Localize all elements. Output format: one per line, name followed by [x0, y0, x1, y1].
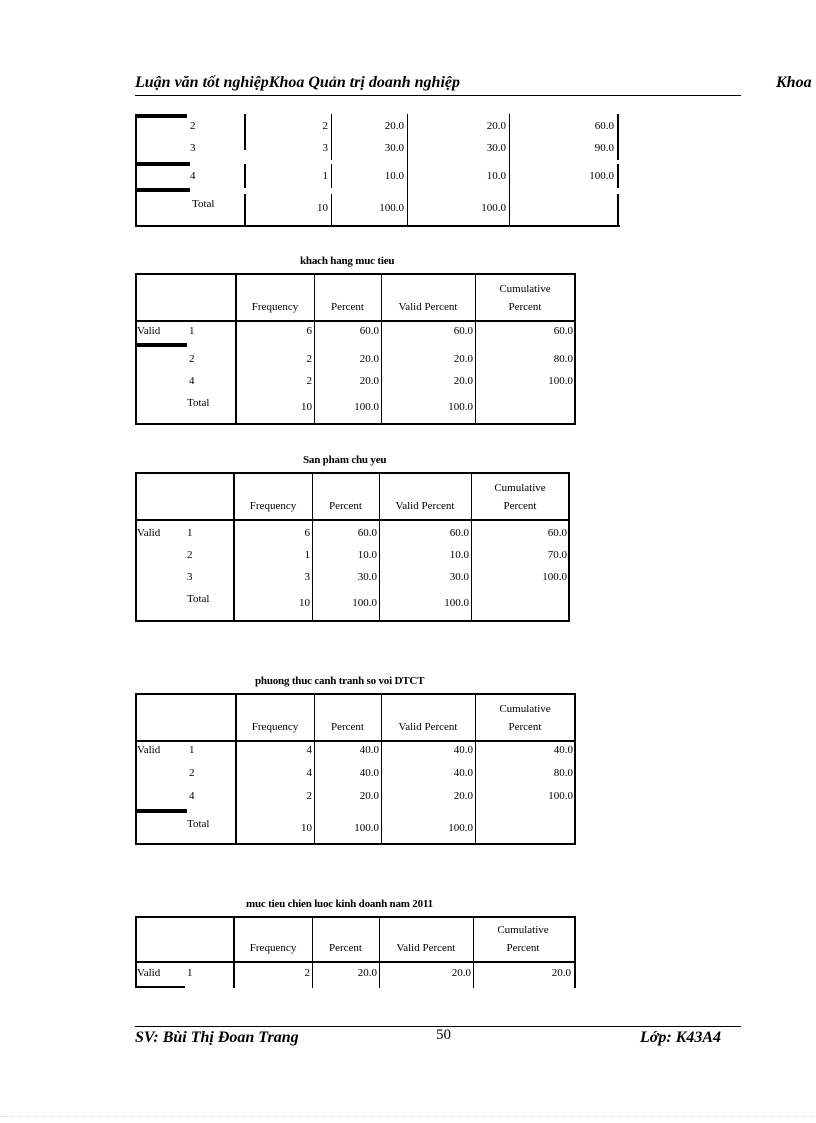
col-cumulative-2: Percent — [503, 500, 537, 512]
valid-percent-cell: 20.0 — [453, 790, 473, 802]
valid-label: Valid — [137, 967, 161, 979]
valid-label: Valid — [137, 325, 161, 337]
freq-cell: 10 — [301, 822, 312, 834]
cumulative-cell: 80.0 — [553, 353, 573, 365]
percent-cell: 20.0 — [359, 375, 379, 387]
col-cumulative: Cumulative — [494, 482, 546, 494]
row-label: 4 — [190, 170, 196, 182]
col-valid-percent: Valid Percent — [398, 721, 458, 733]
freq-cell: 4 — [306, 767, 312, 779]
percent-cell: 40.0 — [359, 767, 379, 779]
row-label-total: Total — [187, 397, 210, 409]
cumulative-cell: 100.0 — [548, 790, 573, 802]
freq-cell: 3 — [304, 571, 310, 583]
col-valid-percent: Valid Percent — [396, 942, 456, 954]
col-frequency: Frequency — [249, 500, 297, 512]
row-label: 2 — [189, 767, 195, 779]
row-label: 1 — [187, 527, 193, 539]
cumulative-cell: 60.0 — [553, 325, 573, 337]
cumulative-cell: 100.0 — [589, 170, 614, 182]
freq-cell: 3 — [322, 142, 328, 154]
table-title: San pham chu yeu — [303, 454, 387, 466]
header-rule — [135, 95, 741, 96]
frequency-table — [135, 273, 576, 425]
freq-cell: 6 — [306, 325, 312, 337]
freq-cell: 10 — [299, 597, 310, 609]
percent-cell: 100.0 — [354, 822, 379, 834]
cumulative-cell: 60.0 — [547, 527, 567, 539]
table-title: muc tieu chien luoc kinh doanh nam 2011 — [246, 898, 433, 910]
cumulative-cell: 20.0 — [551, 967, 571, 979]
cumulative-cell: 90.0 — [594, 142, 614, 154]
col-cumulative-2: Percent — [508, 721, 542, 733]
valid-percent-cell: 10.0 — [486, 170, 506, 182]
freq-cell: 10 — [317, 202, 328, 214]
row-label: 3 — [190, 142, 196, 154]
valid-percent-cell: 20.0 — [486, 120, 506, 132]
col-percent: Percent — [329, 942, 362, 954]
frequency-table — [135, 693, 576, 845]
row-label-total: Total — [192, 198, 215, 210]
col-frequency: Frequency — [251, 721, 299, 733]
col-valid-percent: Valid Percent — [395, 500, 455, 512]
percent-cell: 100.0 — [379, 202, 404, 214]
valid-percent-cell: 30.0 — [449, 571, 469, 583]
percent-cell: 20.0 — [359, 790, 379, 802]
col-percent: Percent — [331, 721, 364, 733]
freq-cell: 10 — [301, 401, 312, 413]
percent-cell: 60.0 — [359, 325, 379, 337]
valid-percent-cell: 20.0 — [451, 967, 471, 979]
freq-cell: 1 — [322, 170, 328, 182]
table-title: khach hang muc tieu — [300, 255, 395, 267]
percent-cell: 40.0 — [359, 744, 379, 756]
freq-cell: 1 — [304, 549, 310, 561]
cumulative-cell: 40.0 — [553, 744, 573, 756]
valid-percent-cell: 100.0 — [448, 822, 473, 834]
footer-student: SV: Bùi Thị Đoan Trang — [135, 1029, 299, 1046]
freq-cell: 2 — [306, 375, 312, 387]
valid-label: Valid — [137, 527, 161, 539]
footer-class: Lớp: K43A4 — [640, 1029, 722, 1046]
col-frequency: Frequency — [251, 301, 299, 313]
percent-cell: 60.0 — [357, 527, 377, 539]
col-frequency: Frequency — [249, 942, 297, 954]
table-title: phuong thuc canh tranh so voi DTCT — [255, 675, 425, 687]
valid-percent-cell: 60.0 — [453, 325, 473, 337]
valid-percent-cell: 40.0 — [453, 744, 473, 756]
valid-percent-cell: 40.0 — [453, 767, 473, 779]
valid-percent-cell: 10.0 — [449, 549, 469, 561]
row-label: 1 — [189, 325, 195, 337]
page-number: 50 — [436, 1027, 451, 1043]
percent-cell: 10.0 — [357, 549, 377, 561]
freq-cell: 4 — [306, 744, 312, 756]
col-percent: Percent — [331, 301, 364, 313]
row-label: 1 — [189, 744, 195, 756]
valid-label: Valid — [137, 744, 161, 756]
valid-percent-cell: 100.0 — [448, 401, 473, 413]
row-label: 3 — [187, 571, 193, 583]
valid-percent-cell: 100.0 — [481, 202, 506, 214]
row-label: 4 — [189, 790, 195, 802]
row-label: 2 — [187, 549, 193, 561]
col-cumulative: Cumulative — [499, 703, 551, 715]
percent-cell: 20.0 — [359, 353, 379, 365]
row-label: 1 — [187, 967, 193, 979]
freq-cell: 2 — [306, 353, 312, 365]
valid-percent-cell: 30.0 — [486, 142, 506, 154]
percent-cell: 100.0 — [354, 401, 379, 413]
percent-cell: 30.0 — [384, 142, 404, 154]
cumulative-cell: 60.0 — [594, 120, 614, 132]
row-label-total: Total — [187, 593, 210, 605]
percent-cell: 10.0 — [384, 170, 404, 182]
valid-percent-cell: 20.0 — [453, 375, 473, 387]
row-label: 4 — [189, 375, 195, 387]
page-header-title: Luận văn tốt nghiệpKhoa Quản trị doanh nghiệp — [135, 74, 460, 91]
freq-cell: 2 — [306, 790, 312, 802]
page-bottom-edge — [0, 1116, 816, 1117]
cumulative-cell: 70.0 — [547, 549, 567, 561]
cumulative-cell: 100.0 — [542, 571, 567, 583]
freq-cell: 6 — [304, 527, 310, 539]
frequency-table-partial — [135, 916, 576, 988]
page-header-right: Khoa — [776, 74, 812, 91]
cumulative-cell: 100.0 — [548, 375, 573, 387]
row-label-total: Total — [187, 818, 210, 830]
percent-cell: 20.0 — [357, 967, 377, 979]
cumulative-cell: 80.0 — [553, 767, 573, 779]
valid-percent-cell: 60.0 — [449, 527, 469, 539]
freq-cell: 2 — [322, 120, 328, 132]
row-label: 2 — [190, 120, 196, 132]
col-cumulative-2: Percent — [508, 301, 542, 313]
continued-frequency-table — [135, 114, 620, 227]
percent-cell: 30.0 — [357, 571, 377, 583]
col-percent: Percent — [329, 500, 362, 512]
valid-percent-cell: 100.0 — [444, 597, 469, 609]
col-cumulative: Cumulative — [499, 283, 551, 295]
col-cumulative-2: Percent — [506, 942, 540, 954]
percent-cell: 100.0 — [352, 597, 377, 609]
col-valid-percent: Valid Percent — [398, 301, 458, 313]
percent-cell: 20.0 — [384, 120, 404, 132]
freq-cell: 2 — [304, 967, 310, 979]
frequency-table — [135, 472, 570, 622]
col-cumulative: Cumulative — [497, 924, 549, 936]
row-label: 2 — [189, 353, 195, 365]
valid-percent-cell: 20.0 — [453, 353, 473, 365]
